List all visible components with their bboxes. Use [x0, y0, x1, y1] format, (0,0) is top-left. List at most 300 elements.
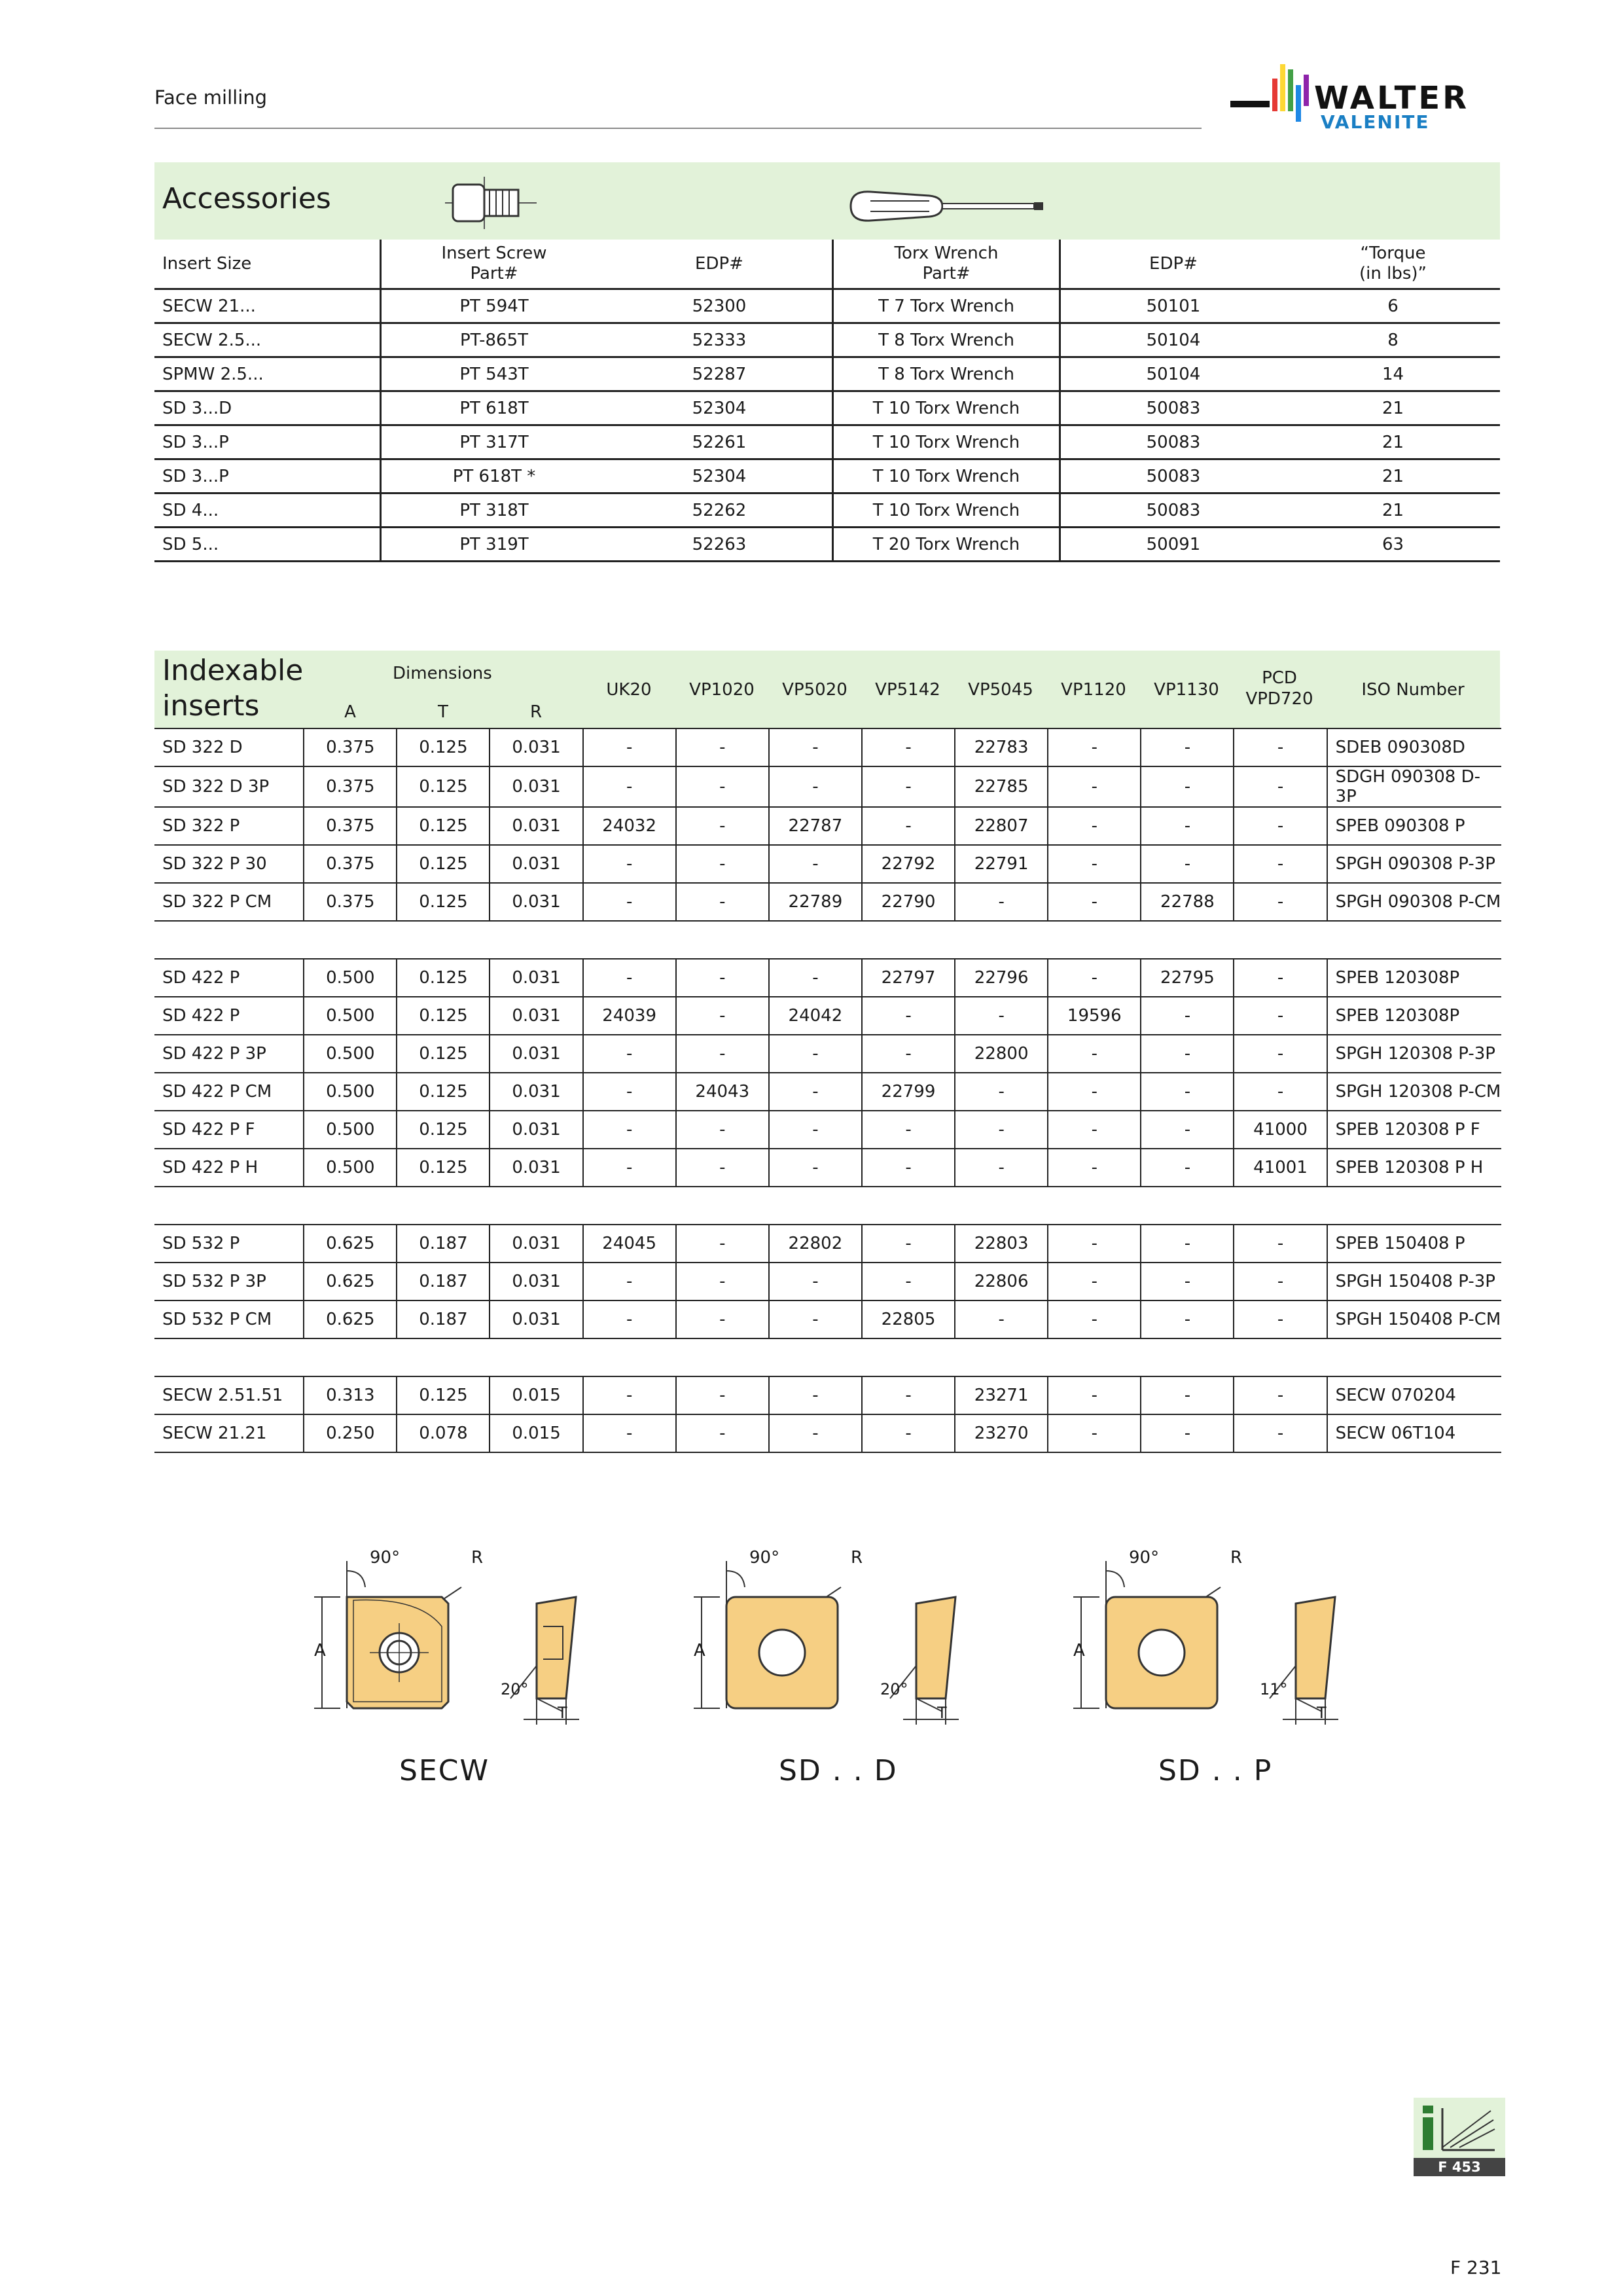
insert-cell: SD 322 P CM — [154, 883, 304, 921]
insert-cell: 0.125 — [397, 959, 490, 997]
insert-cell: SD 422 P — [154, 997, 304, 1035]
diagram-angle-side: 20° — [501, 1680, 529, 1698]
accessories-row — [154, 493, 1500, 528]
insert-cell: 22790 — [862, 883, 955, 921]
inserts-column-label: VP1120 — [1061, 680, 1126, 700]
insert-cell: - — [955, 1073, 1048, 1111]
insert-cell: SECW 21.21 — [154, 1414, 304, 1452]
header-rule — [154, 128, 1202, 129]
insert-cell: 0.031 — [490, 1263, 582, 1300]
insert-cell: - — [769, 1149, 862, 1187]
insert-cell: - — [1141, 766, 1234, 807]
insert-cell: 0.500 — [304, 1149, 397, 1187]
accessories-cell: SECW 2.5... — [154, 323, 381, 357]
insert-cell: 22806 — [955, 1263, 1048, 1300]
insert-cell: 0.031 — [490, 845, 582, 883]
insert-cell: SPEB 090308 P — [1327, 807, 1501, 845]
insert-diagram — [1073, 1535, 1374, 1751]
accessories-cell: T 20 Torx Wrench — [833, 528, 1060, 562]
insert-cell: - — [676, 1414, 769, 1452]
diagram-name: SECW — [399, 1754, 490, 1787]
dimensions-label: Dimensions — [393, 664, 492, 683]
diagram-angle-top: 90° — [370, 1548, 401, 1568]
insert-cell: SECW 2.51.51 — [154, 1376, 304, 1414]
insert-cell: SD 532 P — [154, 1225, 304, 1263]
insert-cell: - — [955, 883, 1048, 921]
accessories-cell: PT 543T — [381, 357, 607, 391]
insert-cell: - — [862, 807, 955, 845]
diagram-a-label: A — [694, 1641, 705, 1660]
insert-row — [154, 1149, 1501, 1187]
insert-cell: - — [1141, 997, 1234, 1035]
insert-cell: - — [583, 1111, 676, 1149]
insert-row — [154, 1073, 1501, 1111]
diagram-t-label: T — [558, 1704, 567, 1722]
insert-cell: SD 322 D 3P — [154, 766, 304, 807]
insert-cell: 0.125 — [397, 997, 490, 1035]
insert-cell: 0.031 — [490, 997, 582, 1035]
insert-cell: 0.375 — [304, 883, 397, 921]
insert-cell: 0.125 — [397, 1111, 490, 1149]
diagram-radius-label: R — [851, 1548, 863, 1568]
insert-cell: 0.031 — [490, 766, 582, 807]
insert-cell: - — [1048, 807, 1141, 845]
accessories-row — [154, 459, 1500, 493]
accessories-cell: 50083 — [1060, 459, 1287, 493]
insert-cell: - — [1234, 1300, 1327, 1338]
insert-cell: 0.125 — [397, 845, 490, 883]
insert-cell: 22789 — [769, 883, 862, 921]
accessories-row — [154, 357, 1500, 391]
insert-cell: 0.187 — [397, 1300, 490, 1338]
insert-cell: SPEB 120308 P H — [1327, 1149, 1501, 1187]
insert-cell: 24043 — [676, 1073, 769, 1111]
accessories-cell: 50104 — [1060, 323, 1287, 357]
insert-cell: - — [583, 1414, 676, 1452]
insert-cell: 23271 — [955, 1376, 1048, 1414]
insert-cell: 22788 — [1141, 883, 1234, 921]
accessories-cell: 50104 — [1060, 357, 1287, 391]
insert-cell: 0.125 — [397, 766, 490, 807]
insert-cell: - — [955, 1300, 1048, 1338]
accessories-cell: PT 618T * — [381, 459, 607, 493]
insert-cell: - — [862, 766, 955, 807]
walter-valenite-logo — [1230, 59, 1505, 137]
accessories-cell: 52300 — [607, 289, 833, 323]
insert-cell: SPEB 120308P — [1327, 997, 1501, 1035]
insert-cell: - — [676, 997, 769, 1035]
accessories-cell: 52263 — [607, 528, 833, 562]
insert-cell: 24032 — [583, 807, 676, 845]
insert-cell: 22802 — [769, 1225, 862, 1263]
insert-cell: 0.500 — [304, 997, 397, 1035]
accessories-row — [154, 323, 1500, 357]
insert-cell: 22797 — [862, 959, 955, 997]
col-insert-size: Insert Size — [162, 253, 252, 274]
insert-cell: 0.078 — [397, 1414, 490, 1452]
info-reference-label: F 453 — [1438, 2159, 1481, 2175]
info-reference-box — [1414, 2098, 1505, 2176]
insert-cell: - — [862, 1376, 955, 1414]
logo-text-walter: WALTER — [1314, 80, 1470, 117]
insert-cell: - — [1141, 1149, 1234, 1187]
insert-cell: 22783 — [955, 728, 1048, 766]
insert-cell: - — [583, 1035, 676, 1073]
insert-cell: - — [1048, 1035, 1141, 1073]
insert-cell: 22792 — [862, 845, 955, 883]
insert-cell: - — [1234, 997, 1327, 1035]
accessories-cell: PT 594T — [381, 289, 607, 323]
insert-cell: - — [769, 1073, 862, 1111]
accessories-cell: PT 318T — [381, 493, 607, 528]
insert-cell: 0.375 — [304, 807, 397, 845]
insert-cell: SDEB 090308D — [1327, 728, 1501, 766]
insert-cell: - — [955, 1111, 1048, 1149]
accessories-cell: 50091 — [1060, 528, 1287, 562]
inserts-column-label: T — [438, 702, 448, 722]
insert-cell: - — [1234, 766, 1327, 807]
diagram-name: SD . . P — [1158, 1754, 1273, 1787]
insert-cell: 22787 — [769, 807, 862, 845]
accessories-cell: 52304 — [607, 459, 833, 493]
accessories-cell: 21 — [1286, 425, 1500, 459]
insert-cell: - — [676, 1263, 769, 1300]
inserts-column-label: R — [529, 702, 543, 722]
accessories-cell: T 7 Torx Wrench — [833, 289, 1060, 323]
accessories-cell: T 10 Torx Wrench — [833, 391, 1060, 425]
insert-row — [154, 1225, 1501, 1263]
insert-cell: 22805 — [862, 1300, 955, 1338]
accessories-cell: 50083 — [1060, 425, 1287, 459]
diagram-radius-label: R — [1230, 1548, 1243, 1568]
insert-cell: - — [1048, 1149, 1141, 1187]
insert-cell: SECW 06T104 — [1327, 1414, 1501, 1452]
diagram-name: SD . . D — [779, 1754, 898, 1787]
insert-cell: 0.625 — [304, 1263, 397, 1300]
page-number: F 231 — [1450, 2257, 1502, 2278]
insert-cell: - — [1048, 883, 1141, 921]
insert-cell: - — [1234, 1376, 1327, 1414]
insert-cell: - — [769, 845, 862, 883]
insert-row — [154, 1263, 1501, 1300]
insert-row — [154, 807, 1501, 845]
accessories-cell: SD 4... — [154, 493, 381, 528]
accessories-cell: 52304 — [607, 391, 833, 425]
insert-cell: 0.031 — [490, 1111, 582, 1149]
insert-cell: 22799 — [862, 1073, 955, 1111]
insert-cell: 0.125 — [397, 1035, 490, 1073]
insert-cell: - — [1048, 1263, 1141, 1300]
inserts-column-label: ISO Number — [1361, 680, 1465, 700]
accessories-title: Accessories — [162, 182, 331, 215]
inserts-column-label: PCD VPD720 — [1245, 668, 1313, 709]
diagram-angle-side: 20° — [880, 1680, 908, 1698]
accessories-cell: SD 3...D — [154, 391, 381, 425]
insert-cell: SD 422 P CM — [154, 1073, 304, 1111]
insert-cell: 23270 — [955, 1414, 1048, 1452]
insert-cell: 0.125 — [397, 1376, 490, 1414]
insert-row — [154, 728, 1501, 766]
insert-cell: SD 322 P — [154, 807, 304, 845]
insert-cell: 0.015 — [490, 1376, 582, 1414]
insert-cell: 0.125 — [397, 728, 490, 766]
accessories-cell: 52287 — [607, 357, 833, 391]
insert-cell: 0.187 — [397, 1225, 490, 1263]
insert-cell: - — [583, 728, 676, 766]
insert-cell: 0.125 — [397, 1073, 490, 1111]
insert-cell: - — [583, 1263, 676, 1300]
insert-cell: 0.125 — [397, 807, 490, 845]
insert-cell: 0.375 — [304, 845, 397, 883]
insert-cell: 0.031 — [490, 1073, 582, 1111]
col-insert-screw: Insert Screw Part# — [381, 240, 607, 289]
insert-cell: 0.250 — [304, 1414, 397, 1452]
insert-cell: - — [676, 883, 769, 921]
diagram-a-label: A — [1073, 1641, 1085, 1660]
insert-cell: SPGH 090308 P-3P — [1327, 845, 1501, 883]
accessories-cell: 63 — [1286, 528, 1500, 562]
accessories-cell: 8 — [1286, 323, 1500, 357]
insert-cell: SPEB 150408 P — [1327, 1225, 1501, 1263]
insert-cell: 41000 — [1234, 1111, 1327, 1149]
insert-cell: 24045 — [583, 1225, 676, 1263]
insert-cell: - — [676, 766, 769, 807]
accessories-cell: 52261 — [607, 425, 833, 459]
insert-cell: SD 422 P H — [154, 1149, 304, 1187]
accessories-cell: SECW 21... — [154, 289, 381, 323]
inserts-table — [154, 728, 1501, 1453]
insert-cell: - — [1048, 1111, 1141, 1149]
insert-row — [154, 1376, 1501, 1414]
insert-cell: SDGH 090308 D-3P — [1327, 766, 1501, 807]
diagram-t-label: T — [937, 1704, 947, 1722]
insert-cell: 0.125 — [397, 1149, 490, 1187]
insert-cell: - — [676, 1300, 769, 1338]
insert-cell: - — [676, 1111, 769, 1149]
insert-cell: 22800 — [955, 1035, 1048, 1073]
insert-cell: - — [1234, 845, 1327, 883]
accessories-cell: PT 317T — [381, 425, 607, 459]
accessories-cell: 21 — [1286, 493, 1500, 528]
col-torx-wrench: Torx Wrench Part# — [833, 240, 1060, 289]
insert-cell: - — [769, 766, 862, 807]
insert-cell: - — [769, 1376, 862, 1414]
accessories-cell: T 10 Torx Wrench — [833, 425, 1060, 459]
insert-cell: - — [1141, 728, 1234, 766]
insert-cell: - — [862, 1149, 955, 1187]
insert-cell: - — [1141, 1073, 1234, 1111]
insert-row — [154, 845, 1501, 883]
col-edp-wrench: EDP# — [1060, 240, 1287, 289]
diagram-t-label: T — [1317, 1704, 1327, 1722]
group-spacer-cell — [154, 921, 1501, 959]
insert-cell: - — [1141, 1035, 1234, 1073]
inserts-title-line1: Indexable — [162, 654, 304, 687]
inserts-column-label: VP5020 — [782, 680, 847, 700]
insert-cell: - — [862, 1225, 955, 1263]
insert-screw-icon — [445, 177, 537, 229]
section-label: Face milling — [154, 86, 268, 109]
inserts-title — [162, 653, 303, 724]
insert-cell: - — [862, 997, 955, 1035]
insert-cell: SPGH 150408 P-CM — [1327, 1300, 1501, 1338]
group-spacer — [154, 1338, 1501, 1376]
diagram-angle-side: 11° — [1260, 1680, 1288, 1698]
logo-text-valenite: VALENITE — [1321, 111, 1430, 133]
insert-cell: - — [769, 1414, 862, 1452]
diagram-angle-top: 90° — [749, 1548, 780, 1568]
insert-cell: - — [583, 959, 676, 997]
insert-cell: 22796 — [955, 959, 1048, 997]
diagram-radius-label: R — [471, 1548, 484, 1568]
accessories-header-row — [154, 240, 1500, 289]
insert-cell: - — [1234, 728, 1327, 766]
insert-cell: - — [676, 1376, 769, 1414]
insert-cell: SD 322 P 30 — [154, 845, 304, 883]
insert-cell: 0.375 — [304, 728, 397, 766]
accessories-cell: 21 — [1286, 391, 1500, 425]
insert-cell: SPGH 150408 P-3P — [1327, 1263, 1501, 1300]
insert-cell: - — [1048, 845, 1141, 883]
insert-cell: - — [1048, 1414, 1141, 1452]
accessories-cell: 14 — [1286, 357, 1500, 391]
insert-cell: 0.031 — [490, 959, 582, 997]
insert-cell: 0.031 — [490, 883, 582, 921]
insert-cell: - — [583, 1149, 676, 1187]
col-torque: “Torque (in lbs)” — [1359, 243, 1427, 283]
accessories-header-band — [154, 162, 1500, 240]
torx-wrench-icon — [844, 187, 1054, 226]
insert-diagram — [694, 1535, 995, 1751]
insert-cell: 0.500 — [304, 959, 397, 997]
insert-cell: 22785 — [955, 766, 1048, 807]
insert-cell: - — [1234, 1263, 1327, 1300]
insert-cell: - — [676, 1149, 769, 1187]
accessories-cell: SD 3...P — [154, 459, 381, 493]
insert-cell: 22791 — [955, 845, 1048, 883]
insert-cell: - — [769, 1263, 862, 1300]
accessories-cell: PT 319T — [381, 528, 607, 562]
insert-cell: - — [1234, 959, 1327, 997]
diagram-angle-top: 90° — [1129, 1548, 1160, 1568]
accessories-cell: 50101 — [1060, 289, 1287, 323]
insert-row — [154, 1111, 1501, 1149]
insert-cell: - — [583, 1376, 676, 1414]
inserts-column-label: UK20 — [606, 680, 652, 700]
accessories-cell: 50083 — [1060, 391, 1287, 425]
insert-cell: - — [862, 1111, 955, 1149]
insert-cell: - — [955, 1149, 1048, 1187]
insert-cell: - — [583, 845, 676, 883]
insert-cell: SD 532 P CM — [154, 1300, 304, 1338]
insert-cell: 0.031 — [490, 1149, 582, 1187]
inserts-column-label: VP1020 — [689, 680, 755, 700]
insert-row — [154, 997, 1501, 1035]
insert-row — [154, 1414, 1501, 1452]
insert-diagram — [314, 1535, 615, 1751]
insert-row — [154, 1300, 1501, 1338]
insert-cell: 0.015 — [490, 1414, 582, 1452]
insert-cell: 22803 — [955, 1225, 1048, 1263]
accessories-row — [154, 289, 1500, 323]
insert-cell: - — [676, 807, 769, 845]
insert-cell: 0.031 — [490, 807, 582, 845]
insert-row — [154, 766, 1501, 807]
insert-cell: - — [676, 1225, 769, 1263]
insert-cell: 22807 — [955, 807, 1048, 845]
insert-cell: SPEB 120308 P F — [1327, 1111, 1501, 1149]
accessories-cell: SPMW 2.5... — [154, 357, 381, 391]
insert-cell: SD 532 P 3P — [154, 1263, 304, 1300]
insert-cell: 0.500 — [304, 1035, 397, 1073]
insert-cell: 41001 — [1234, 1149, 1327, 1187]
insert-cell: 0.625 — [304, 1225, 397, 1263]
insert-cell: - — [862, 1414, 955, 1452]
insert-cell: - — [955, 997, 1048, 1035]
insert-cell: 0.500 — [304, 1111, 397, 1149]
group-spacer-cell — [154, 1187, 1501, 1225]
group-spacer — [154, 921, 1501, 959]
insert-cell: - — [1234, 1073, 1327, 1111]
insert-cell: 24042 — [769, 997, 862, 1035]
insert-cell: - — [1234, 1414, 1327, 1452]
insert-cell: SECW 070204 — [1327, 1376, 1501, 1414]
insert-cell: - — [1141, 1111, 1234, 1149]
insert-row — [154, 883, 1501, 921]
accessories-cell: 52262 — [607, 493, 833, 528]
insert-cell: 0.031 — [490, 728, 582, 766]
insert-cell: SPEB 120308P — [1327, 959, 1501, 997]
inserts-column-label: VP5142 — [875, 680, 940, 700]
insert-cell: - — [1234, 1225, 1327, 1263]
insert-cell: 0.031 — [490, 1300, 582, 1338]
accessories-cell: T 10 Torx Wrench — [833, 459, 1060, 493]
insert-cell: - — [769, 959, 862, 997]
accessories-cell: 52333 — [607, 323, 833, 357]
accessories-cell: 50083 — [1060, 493, 1287, 528]
insert-cell: - — [1048, 766, 1141, 807]
insert-cell: - — [769, 1300, 862, 1338]
insert-cell: - — [1048, 1376, 1141, 1414]
insert-cell: - — [1141, 1414, 1234, 1452]
accessories-cell: PT 618T — [381, 391, 607, 425]
insert-cell: SD 422 P 3P — [154, 1035, 304, 1073]
accessories-row — [154, 425, 1500, 459]
insert-cell: - — [1141, 1376, 1234, 1414]
insert-cell: 0.031 — [490, 1225, 582, 1263]
insert-cell: 19596 — [1048, 997, 1141, 1035]
insert-cell: - — [1141, 807, 1234, 845]
insert-cell: 0.313 — [304, 1376, 397, 1414]
insert-cell: SD 422 P — [154, 959, 304, 997]
insert-cell: - — [1141, 1225, 1234, 1263]
insert-cell: - — [862, 728, 955, 766]
inserts-title-line2: inserts — [162, 689, 260, 723]
insert-cell: SD 322 D — [154, 728, 304, 766]
diagram-a-label: A — [314, 1641, 326, 1660]
insert-cell: - — [1234, 883, 1327, 921]
insert-cell: - — [1048, 1300, 1141, 1338]
group-spacer-cell — [154, 1338, 1501, 1376]
accessories-row — [154, 528, 1500, 562]
group-spacer — [154, 1187, 1501, 1225]
accessories-cell: 6 — [1286, 289, 1500, 323]
accessories-cell: T 8 Torx Wrench — [833, 357, 1060, 391]
insert-cell: - — [583, 1300, 676, 1338]
insert-cell: - — [676, 1035, 769, 1073]
insert-cell: SPGH 090308 P-CM — [1327, 883, 1501, 921]
insert-cell: 0.625 — [304, 1300, 397, 1338]
